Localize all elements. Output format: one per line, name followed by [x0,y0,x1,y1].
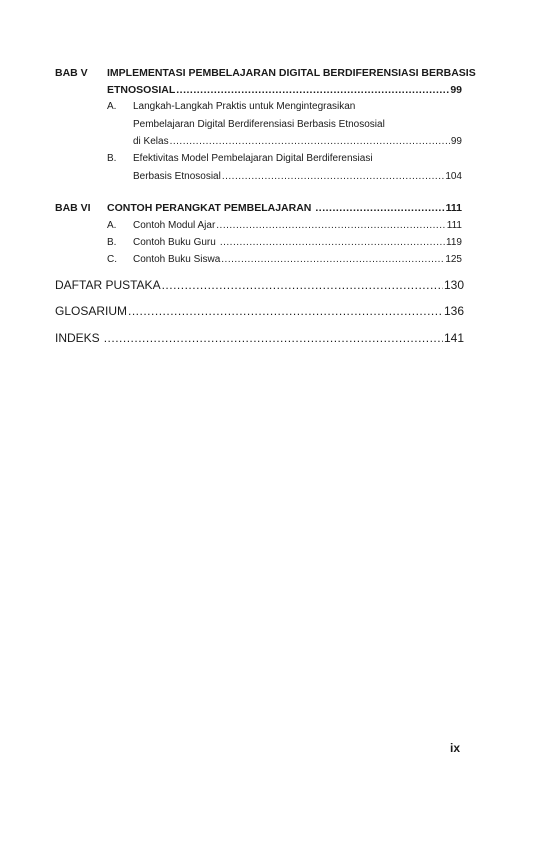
indeks-page: 141 [443,331,464,345]
bab-5-item-a-line1: Langkah-Langkah Praktis untuk Mengintegrasikan [133,101,356,112]
bab-5-entry[interactable] [107,84,462,96]
bab-6-item-a-page: 111 [446,220,462,231]
dot-leader [170,136,450,147]
glosarium-page: 136 [443,304,464,318]
bab-5-item-b-line2: Berbasis Etnososial [133,171,221,182]
page-number: ix [450,741,461,755]
bab-6-entry[interactable] [107,202,462,214]
bab-5-item-b-line1: Efektivitas Model Pembelajaran Digital Berdiferensiasi [133,153,373,164]
bab-5-item-b-letter: B. [107,153,117,164]
dot-leader [128,304,443,318]
daftar-pustaka-page: 130 [443,278,464,292]
bab-6-item-b-entry[interactable] [133,237,462,248]
bab-5-item-a-letter: A. [107,101,117,112]
bab-5-item-b-entry[interactable] [133,171,462,182]
dot-leader [220,237,445,248]
dot-leader [104,331,443,345]
dot-leader [222,171,444,182]
bab-5-title-line1: IMPLEMENTASI PEMBELAJARAN DIGITAL BERDIFERENSIASI BERBASIS [107,67,476,79]
daftar-pustaka-entry[interactable] [55,278,464,292]
indeks-entry[interactable] [55,331,464,345]
bab-5-title-line2: ETNOSOSIAL [107,84,176,96]
dot-leader [176,84,449,96]
indeks-title: INDEKS [55,331,100,345]
glosarium-title: GLOSARIUM [55,304,128,318]
bab-6-item-a-entry[interactable] [133,220,462,231]
bab-5-page: 99 [450,84,462,96]
bab-5-item-a-line2: Pembelajaran Digital Berdiferensiasi Berbasis Etnososial [133,119,385,130]
bab-6-item-a-title: Contoh Modul Ajar [133,220,216,231]
daftar-pustaka-title: DAFTAR PUSTAKA [55,278,161,292]
bab-5-item-a-page: 99 [450,136,462,147]
bab-6-item-b-title: Contoh Buku Guru [133,237,216,248]
bab-6-item-b-letter: B. [107,237,117,248]
dot-leader [315,202,444,214]
bab-6-page: 111 [445,202,462,214]
bab-6-item-c-letter: C. [107,254,117,265]
bab-6-label: BAB VI [55,202,91,214]
bab-6-item-c-title: Contoh Buku Siswa [133,254,221,265]
bab-6-item-c-page: 125 [445,254,462,265]
bab-5-item-a-entry[interactable] [133,136,462,147]
bab-5-item-a-line3: di Kelas [133,136,169,147]
bab-6-item-a-letter: A. [107,220,117,231]
bab-5-label: BAB V [55,67,88,79]
bab-5-item-b-page: 104 [445,171,462,182]
dot-leader [221,254,444,265]
glosarium-entry[interactable] [55,304,464,318]
bab-6-item-b-page: 119 [446,237,462,248]
bab-6-title: CONTOH PERANGKAT PEMBELAJARAN [107,202,312,214]
bab-6-item-c-entry[interactable] [133,254,462,265]
dot-leader [216,220,446,231]
dot-leader [162,278,443,292]
